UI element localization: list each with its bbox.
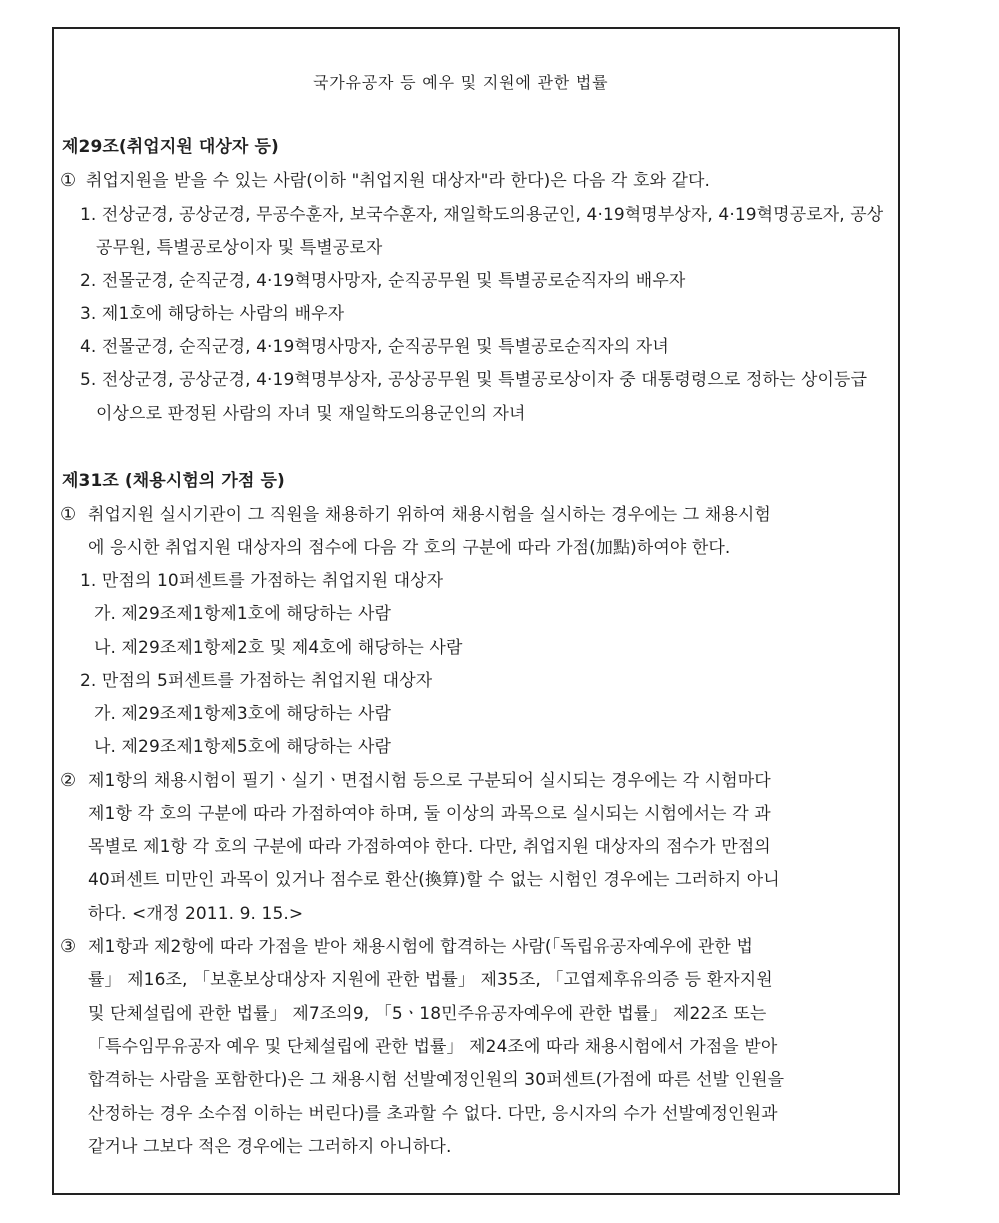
article-31-paragraph-3-line-4: 「특수임무유공자 예우 및 단체설립에 관한 법률」 제24조에 따라 채용시험에서 가점을 받아 [88, 1037, 778, 1057]
article-31-paragraph-2-line-3: 목별로 제1항 각 호의 구분에 따라 가점하여야 한다. 다만, 취업지원 대상자의 점수가 만점의 [88, 837, 771, 857]
article-29-item-5-line-1: 5. 전상군경, 공상군경, 4·19혁명부상자, 공상공무원 및 특별공로상이자 중 대통령령으로 정하는 상이등급 [80, 370, 868, 390]
article-29-item-1-line-2: 공무원, 특별공로상이자 및 특별공로자 [96, 238, 383, 258]
article-29-item-5-line-2: 이상으로 판정된 사람의 자녀 및 재일학도의용군인의 자녀 [96, 404, 526, 424]
article-29-item-2: 2. 전몰군경, 순직군경, 4·19혁명사망자, 순직공무원 및 특별공로순직자의 배우자 [80, 271, 686, 291]
law-title: 국가유공자 등 예우 및 지원에 관한 법률 [313, 73, 609, 92]
article-31-paragraph-3-line-2: 률」 제16조, 「보훈보상대상자 지원에 관한 법률」 제35조, 「고엽제후유의증 등 환자지원 [88, 970, 773, 990]
article-29-paragraph-1: 취업지원을 받을 수 있는 사람(이하 "취업지원 대상자"라 한다)은 다음 각 호와 같다. [86, 171, 711, 191]
article-31-item-2-sub-na: 나. 제29조제1항제5호에 해당하는 사람 [94, 737, 391, 757]
article-31-item-1-sub-ga: 가. 제29조제1항제1호에 해당하는 사람 [94, 604, 391, 624]
article-31-item-2: 2. 만점의 5퍼센트를 가점하는 취업지원 대상자 [80, 671, 433, 691]
article-31-item-1-sub-na: 나. 제29조제1항제2호 및 제4호에 해당하는 사람 [94, 638, 463, 658]
paragraph-marker: ③ [60, 936, 77, 957]
article-31-paragraph-2-line-5: 하다. <개정 2011. 9. 15.> [88, 904, 304, 924]
article-31-paragraph-3-line-5: 합격하는 사람을 포함한다)은 그 채용시험 선발예정인원의 30퍼센트(가점에 따른 선발 인원을 [88, 1070, 785, 1090]
article-31-paragraph-3-line-3: 및 단체설립에 관한 법률」 제7조의9, 「5ㆍ18민주유공자예우에 관한 법률」 제22조 또는 [88, 1004, 767, 1024]
article-29-item-4: 4. 전몰군경, 순직군경, 4·19혁명사망자, 순직공무원 및 특별공로순직자의 자녀 [80, 337, 669, 357]
article-31-paragraph-3-line-7: 같거나 그보다 적은 경우에는 그러하지 아니하다. [88, 1137, 452, 1157]
article-31-item-1: 1. 만점의 10퍼센트를 가점하는 취업지원 대상자 [80, 571, 444, 591]
article-31-paragraph-2-line-2: 제1항 각 호의 구분에 따라 가점하여야 하며, 둘 이상의 과목으로 실시되는 시험에서는 각 과 [88, 804, 771, 824]
article-31-paragraph-1-line-2: 에 응시한 취업지원 대상자의 점수에 다음 각 호의 구분에 따라 가점(加點)하여야 한다. [88, 538, 731, 558]
article-31-paragraph-2-line-4: 40퍼센트 미만인 과목이 있거나 점수로 환산(換算)할 수 없는 시험인 경우에는 그러하지 아니 [88, 870, 780, 890]
article-31-item-2-sub-ga: 가. 제29조제1항제3호에 해당하는 사람 [94, 704, 391, 724]
article-31-paragraph-2-line-1: 제1항의 채용시험이 필기ㆍ실기ㆍ면접시험 등으로 구분되어 실시되는 경우에는 각 시험마다 [88, 771, 771, 791]
paragraph-marker: ① [60, 504, 77, 525]
article-29-item-1-line-1: 1. 전상군경, 공상군경, 무공수훈자, 보국수훈자, 재일학도의용군인, 4·19혁명부상자, 4·19혁명공로자, 공상 [80, 205, 884, 225]
article-31-heading: 제31조 (채용시험의 가점 등) [62, 471, 285, 491]
article-29-item-3: 3. 제1호에 해당하는 사람의 배우자 [80, 304, 345, 324]
paragraph-marker: ② [60, 770, 77, 791]
article-29-heading: 제29조(취업지원 대상자 등) [62, 137, 279, 157]
article-31-paragraph-1-line-1: 취업지원 실시기관이 그 직원을 채용하기 위하여 채용시험을 실시하는 경우에는 그 채용시험 [88, 505, 771, 525]
article-31-paragraph-3-line-6: 산정하는 경우 소수점 이하는 버린다)를 초과할 수 없다. 다만, 응시자의 수가 선발예정인원과 [88, 1104, 778, 1124]
paragraph-marker: ① [60, 170, 77, 191]
article-31-paragraph-3-line-1: 제1항과 제2항에 따라 가점을 받아 채용시험에 합격하는 사람(「독립유공자예우에 관한 법 [88, 937, 753, 957]
